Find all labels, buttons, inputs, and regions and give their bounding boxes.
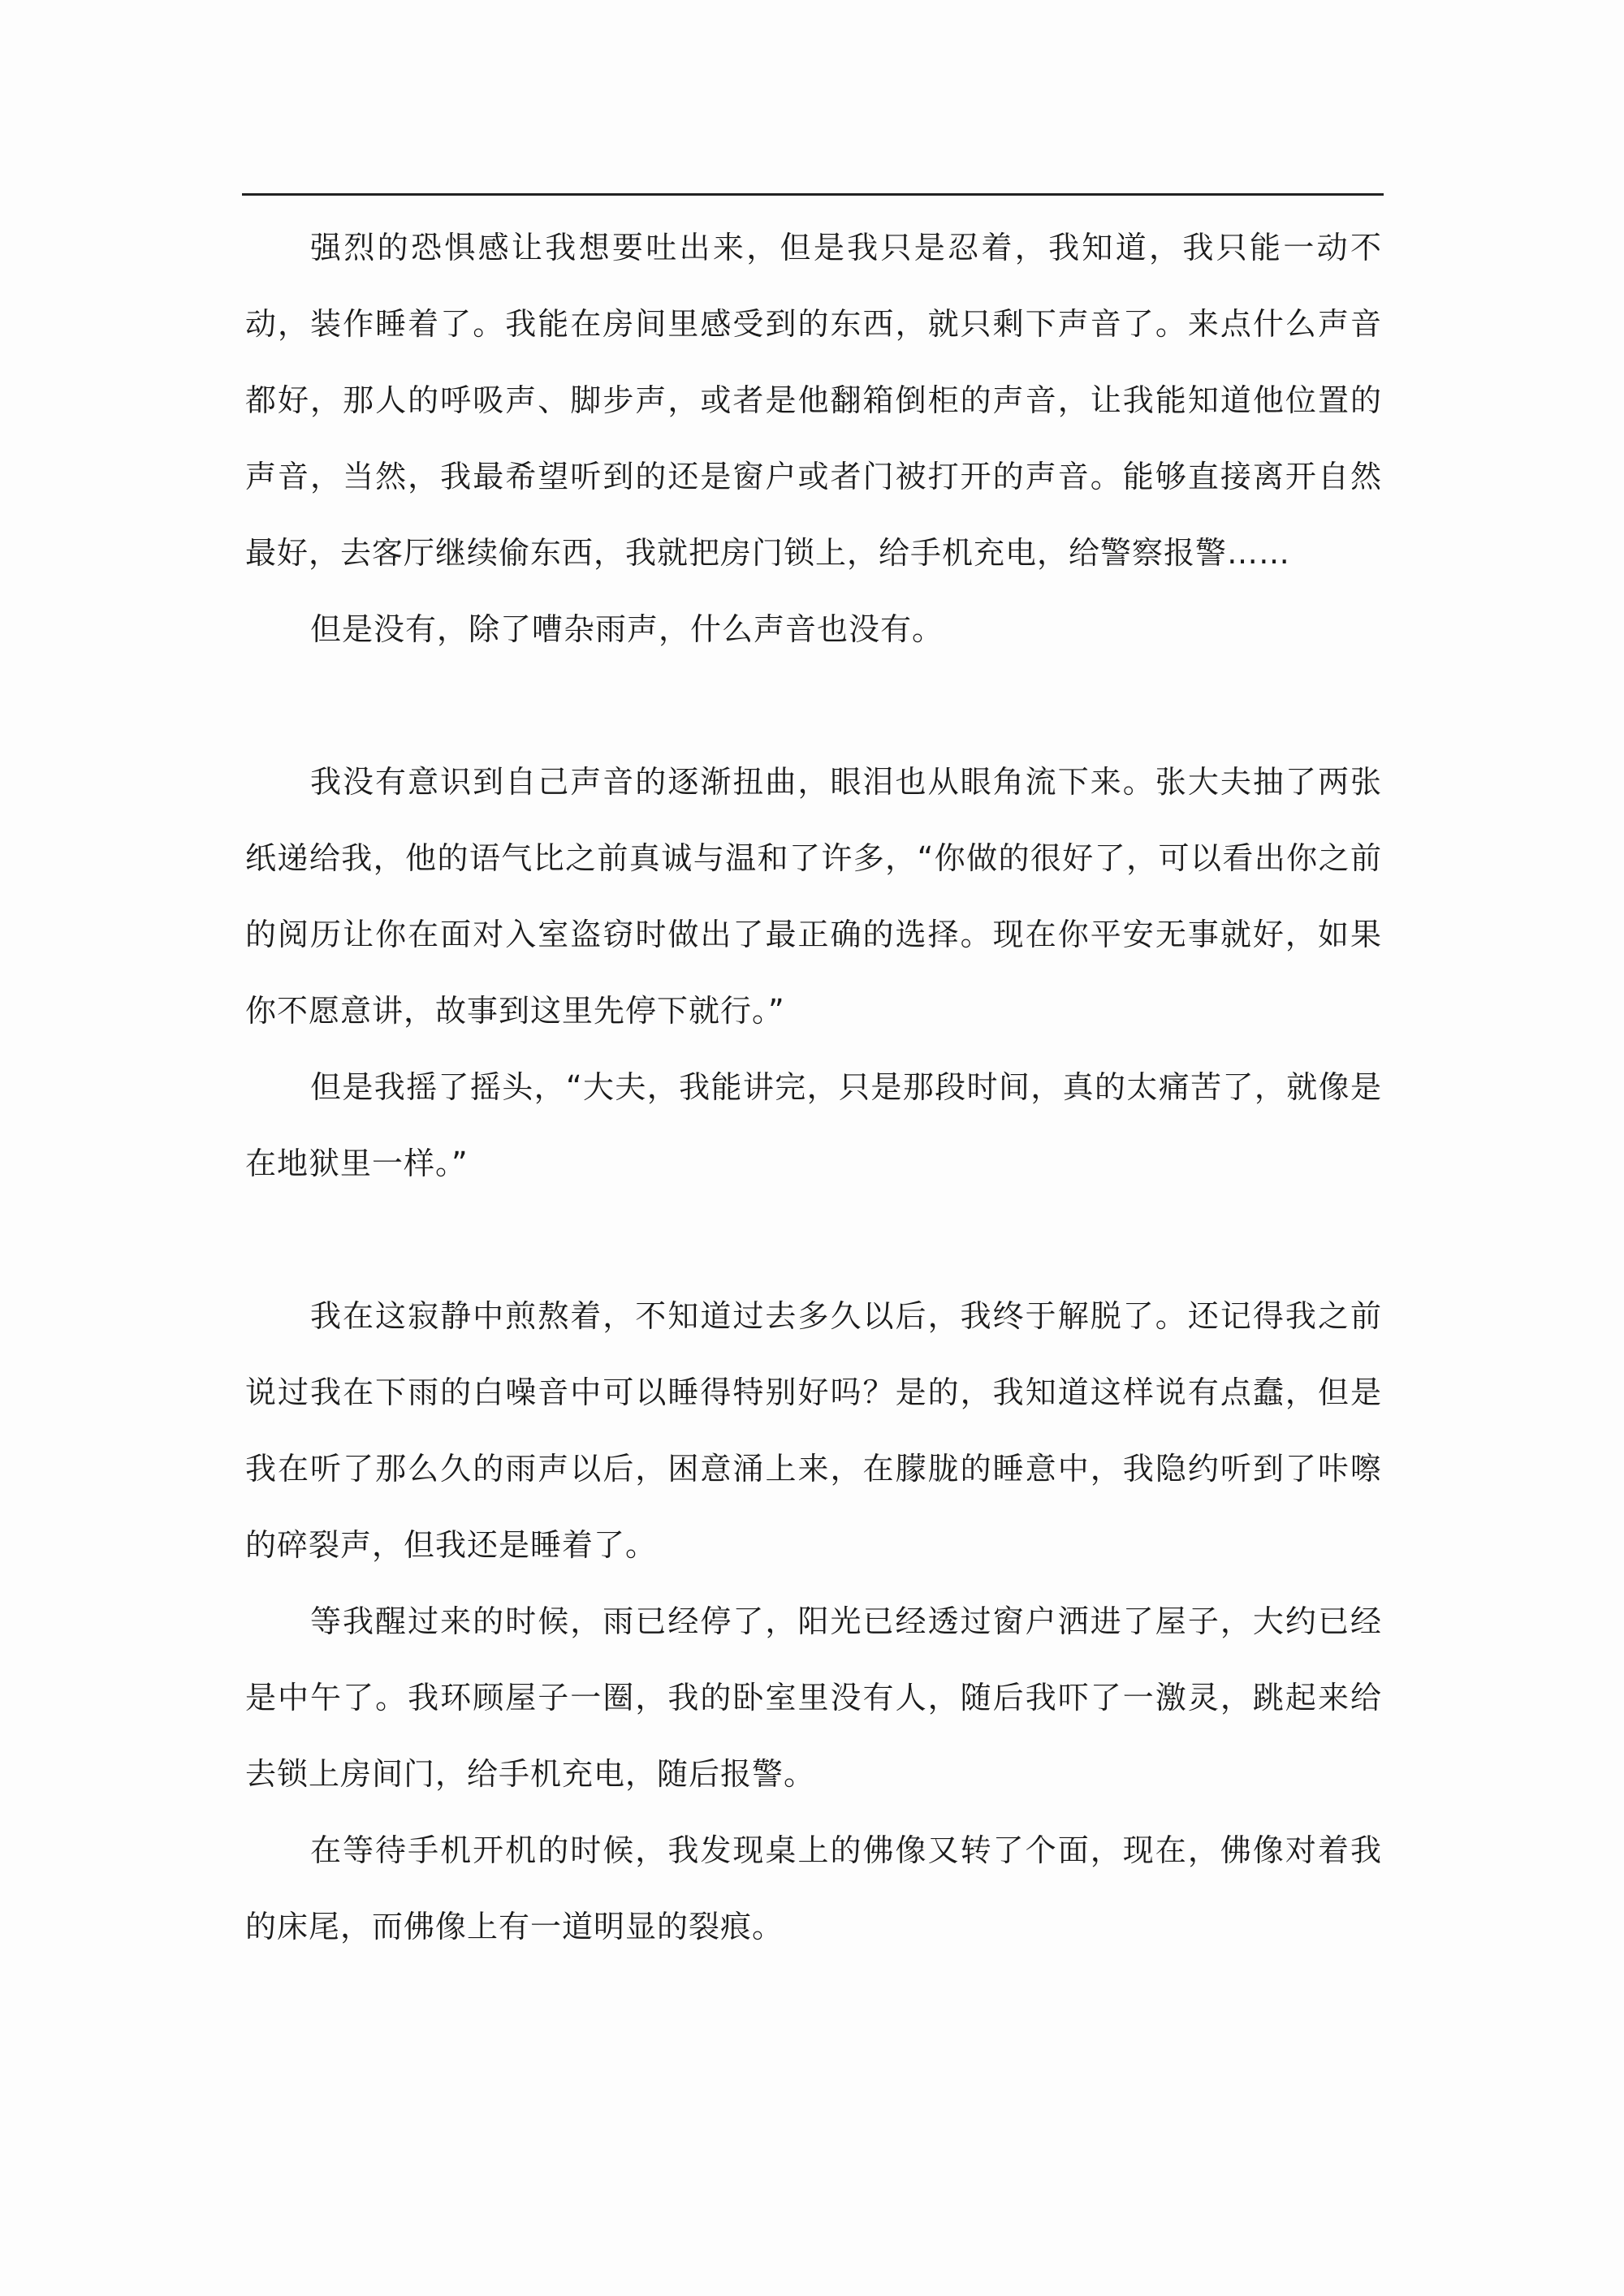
paragraph: 但是我摇了摇头，“大夫，我能讲完，只是那段时间，真的太痛苦了，就像是在地狱里一样。”	[245, 1069, 1382, 1181]
section-3	[245, 1278, 1382, 1965]
header-rule	[242, 193, 1384, 196]
paragraph: 强烈的恐惧感让我想要吐出来，但是我只是忍着，我知道，我只能一动不动，装作睡着了。我能在房间里感受到的东西，就只剩下声音了。来点什么声音都好，那人的呼吸声、脚步声，或者是他翻箱倒柜的声音，让我能知道他位置的声音，当然，我最希望听到的还是窗户或者门被打开的声音。能够直接离开自然最好，去客厅继续偷东西，我就把房门锁上，给手机充电，给警察报警……	[245, 230, 1382, 571]
section-2	[245, 744, 1382, 1202]
paragraph: 我在这寂静中煎熬着，不知道过去多久以后，我终于解脱了。还记得我之前说过我在下雨的白噪音中可以睡得特别好吗？是的，我知道这样说有点蠢，但是我在听了那么久的雨声以后，困意涌上来，在朦胧的睡意中，我隐约听到了咔嚓的碎裂声，但我还是睡着了。	[245, 1298, 1382, 1563]
paragraph: 等我醒过来的时候，雨已经停了，阳光已经透过窗户洒进了屋子，大约已经是中午了。我环顾屋子一圈，我的卧室里没有人，随后我吓了一激灵，跳起来给去锁上房间门，给手机充电，随后报警。	[245, 1603, 1382, 1792]
section-1	[245, 209, 1382, 667]
paragraph: 在等待手机开机的时候，我发现桌上的佛像又转了个面，现在，佛像对着我的床尾，而佛像上有一道明显的裂痕。	[245, 1832, 1382, 1944]
paragraph: 我没有意识到自己声音的逐渐扭曲，眼泪也从眼角流下来。张大夫抽了两张纸递给我，他的语气比之前真诚与温和了许多，“你做的很好了，可以看出你之前的阅历让你在面对入室盗窃时做出了最正确的选择。现在你平安无事就好，如果你不愿意讲，故事到这里先停下就行。”	[245, 764, 1382, 1029]
document-body	[245, 209, 1382, 1965]
paragraph: 但是没有，除了嘈杂雨声，什么声音也没有。	[310, 611, 944, 647]
